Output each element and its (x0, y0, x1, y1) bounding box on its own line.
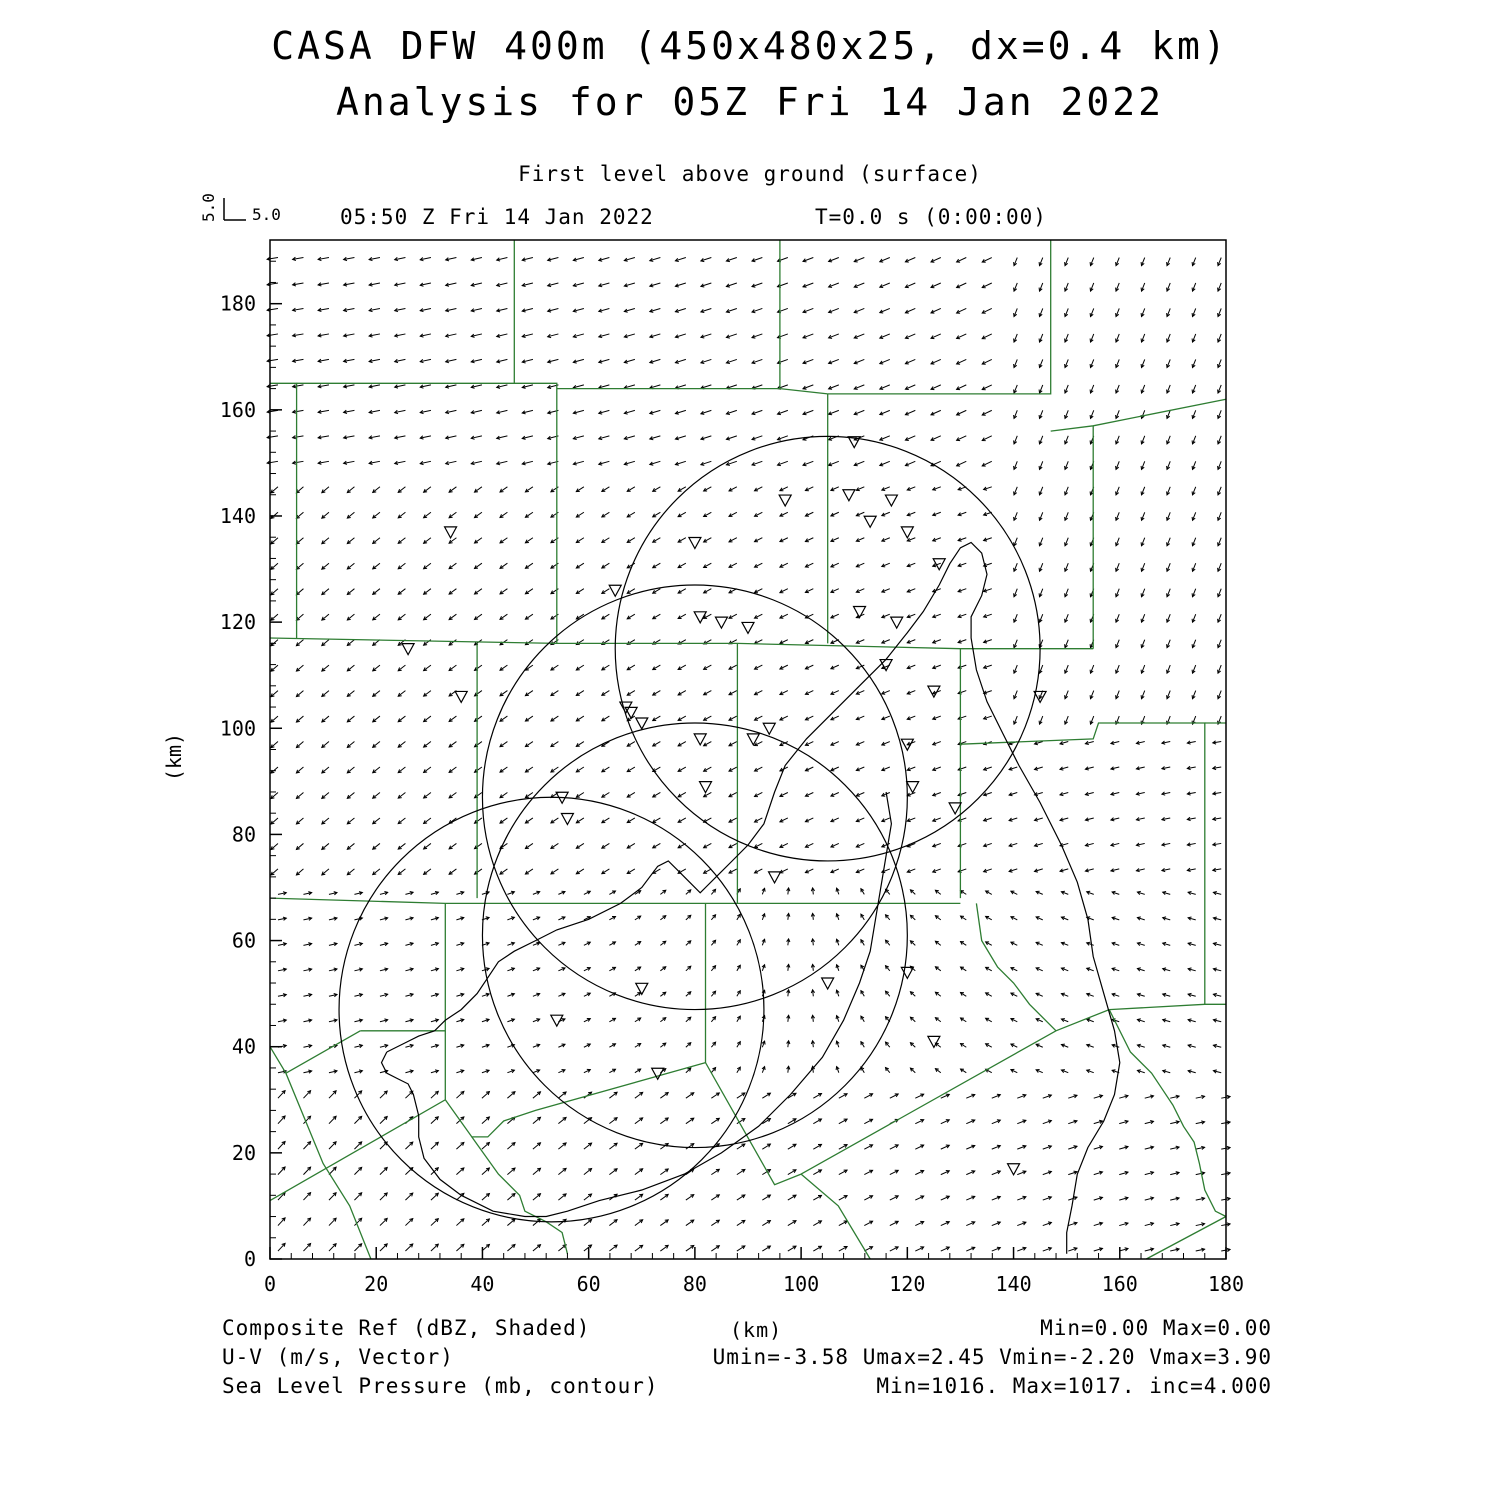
wind-vector (405, 1244, 412, 1251)
station-marker (742, 622, 754, 633)
wind-vector (278, 1116, 285, 1124)
level-label: First level above ground (surface) (518, 162, 982, 186)
county-boundary (1146, 1217, 1226, 1260)
station-marker (636, 718, 648, 729)
forecast-time-label: T=0.0 s (0:00:00) (815, 205, 1047, 229)
radar-range-rings (339, 436, 1040, 1221)
station-marker (700, 782, 712, 793)
station-marker (747, 734, 759, 745)
wind-vector (278, 1167, 285, 1175)
station-marker (843, 490, 855, 501)
y-axis-label: (km) (162, 732, 187, 782)
station-marker (1008, 1164, 1020, 1175)
wind-vector (380, 1167, 387, 1174)
county-boundaries (270, 240, 1226, 1259)
y-tick-label: 180 (219, 291, 256, 316)
wind-vector (278, 1091, 285, 1099)
y-tick-label: 80 (231, 822, 256, 847)
x-tick-label: 180 (1207, 1272, 1245, 1296)
station-marker (907, 782, 919, 793)
county-boundary (270, 898, 960, 903)
wind-vector (431, 1244, 438, 1251)
y-tick-label: 20 (231, 1140, 256, 1165)
x-tick-label: 80 (682, 1272, 707, 1296)
station-marker (402, 644, 414, 655)
wind-vector (456, 1142, 463, 1149)
station-marker (455, 691, 467, 702)
wind-vector (456, 1168, 463, 1175)
x-tick-label: 0 (263, 1272, 277, 1296)
station-markers (402, 437, 1046, 1175)
wind-vector (431, 1091, 438, 1098)
wind-vector (456, 1219, 463, 1226)
wind-vector (380, 1117, 387, 1124)
station-marker (694, 734, 706, 745)
x-tick-label: 160 (1101, 1272, 1138, 1296)
footer-field3-name: Sea Level Pressure (mb, contour) (222, 1374, 659, 1398)
footer-field1-stats: Min=0.00 Max=0.00 (1040, 1316, 1272, 1340)
y-tick-label: 140 (219, 503, 256, 528)
station-marker (822, 978, 834, 989)
vector-scale-u-label: 5.0 (252, 205, 281, 224)
county-boundary (286, 1031, 360, 1073)
wind-vector (431, 1193, 438, 1200)
county-boundary (360, 903, 445, 1030)
station-marker (715, 617, 727, 628)
wind-vector (303, 1218, 310, 1226)
station-marker (901, 527, 913, 538)
wind-vector (380, 1244, 387, 1251)
station-marker (864, 516, 876, 527)
footer-field2-stats: Umin=-3.58 Umax=2.45 Vmin=-2.20 Vmax=3.90 (712, 1345, 1272, 1369)
county-boundary (1109, 1010, 1226, 1217)
y-tick-label: 160 (219, 397, 256, 422)
wind-vector (278, 1243, 285, 1251)
wind-vectors (267, 257, 1230, 1252)
station-marker (891, 617, 903, 628)
wind-vector (329, 1142, 336, 1149)
wind-vector (405, 1142, 412, 1149)
station-marker (880, 660, 892, 671)
x-tick-label: 120 (889, 1272, 926, 1296)
wind-vector (278, 1142, 285, 1150)
wind-vector (278, 1218, 285, 1226)
county-boundary (1051, 399, 1226, 431)
title-line-2: Analysis for 05Z Fri 14 Jan 2022 (335, 80, 1165, 124)
wind-vector (354, 1116, 361, 1123)
wind-vector (431, 1142, 438, 1149)
wind-vector (329, 1244, 336, 1251)
county-boundary (960, 723, 1204, 1004)
wind-vector (329, 1193, 336, 1200)
wind-vector (354, 1244, 361, 1251)
wind-vector (456, 1091, 463, 1098)
wind-vector (380, 1091, 387, 1098)
wind-vector (482, 1117, 489, 1124)
station-marker (609, 585, 621, 596)
wind-vector (431, 1219, 438, 1226)
station-marker (445, 527, 457, 538)
y-tick-label: 60 (231, 928, 256, 953)
x-tick-label: 20 (364, 1272, 389, 1296)
station-marker (689, 538, 701, 549)
y-tick-label: 40 (231, 1034, 256, 1059)
x-tick-label: 140 (995, 1272, 1032, 1296)
wind-vector (329, 1116, 336, 1123)
footer-field2-name: U-V (m/s, Vector) (222, 1345, 454, 1369)
station-marker (763, 723, 775, 734)
footer-field3-stats: Min=1016. Max=1017. inc=4.000 (876, 1374, 1272, 1398)
county-boundary (801, 1174, 870, 1259)
county-boundary (270, 383, 297, 638)
y-tick-label: 120 (219, 610, 256, 635)
county-boundary (445, 1063, 801, 1185)
x-tick-label: 100 (783, 1272, 820, 1296)
title-line-1: CASA DFW 400m (450x480x25, dx=0.4 km) (271, 24, 1229, 68)
valid-time-label: 05:50 Z Fri 14 Jan 2022 (340, 205, 654, 229)
wind-vector (405, 1193, 412, 1200)
slp-contour-line (382, 792, 892, 1217)
wind-vector (354, 1193, 361, 1200)
x-axis-label: (km) (730, 1318, 783, 1342)
station-marker (779, 495, 791, 506)
county-boundary (297, 383, 557, 643)
station-marker (949, 803, 961, 814)
wind-vector (456, 1244, 463, 1251)
wind-vector (303, 1244, 310, 1252)
wind-vector (482, 1219, 489, 1226)
wind-vector (354, 1167, 361, 1174)
wind-vector (380, 1218, 387, 1225)
wind-vector (303, 1091, 310, 1099)
station-marker (769, 872, 781, 883)
county-boundary (472, 1137, 568, 1254)
wind-vector (380, 1193, 387, 1200)
vector-scale-v-label: 5.0 (199, 193, 218, 222)
wind-vector (329, 1218, 336, 1225)
x-tick-label: 60 (576, 1272, 601, 1296)
county-boundary (828, 240, 1051, 394)
wind-vector (303, 1167, 310, 1175)
wind-vector (303, 1142, 310, 1150)
x-tick-label: 40 (470, 1272, 495, 1296)
y-tick-label: 100 (219, 716, 256, 741)
wind-vector (303, 1193, 310, 1201)
station-marker (885, 495, 897, 506)
county-boundary (270, 638, 1093, 649)
county-boundary (270, 1047, 371, 1259)
wind-vector (329, 1091, 336, 1098)
wind-vector (405, 1219, 412, 1226)
y-tick-label: 0 (243, 1247, 256, 1271)
wind-vector (431, 1117, 438, 1124)
county-boundary (557, 389, 828, 394)
plot-frame (270, 240, 1226, 1259)
station-marker (561, 813, 573, 824)
vector-scale-key (199, 193, 281, 224)
footer-field1-name: Composite Ref (dBZ, Shaded) (222, 1316, 591, 1340)
